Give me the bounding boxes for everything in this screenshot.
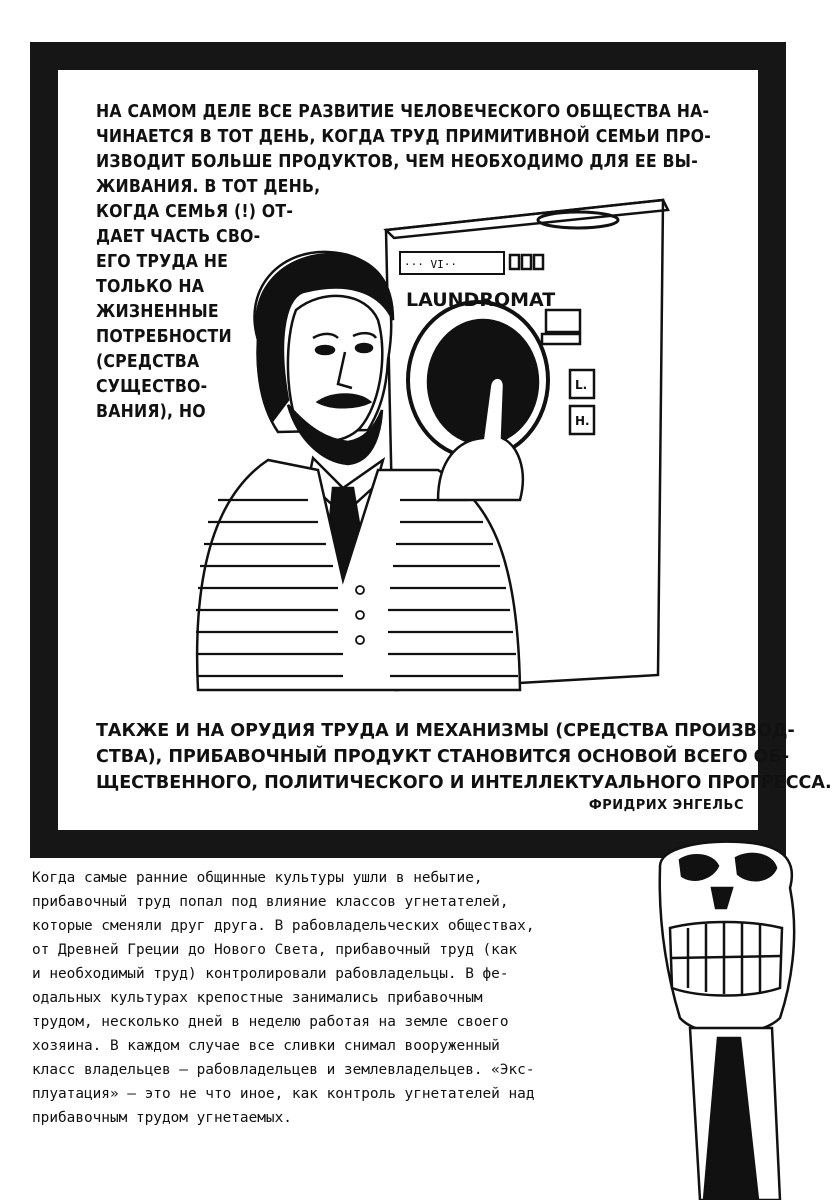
machine-side-label: L. xyxy=(575,378,588,392)
quote-author: ФРИДРИХ ЭНГЕЛЬС xyxy=(588,798,744,813)
machine-panel-text: ··· VI·· xyxy=(404,258,457,271)
skull-figure-illustration xyxy=(640,828,840,1200)
body-line: прибавочным трудом угнетаемых. xyxy=(32,1110,292,1126)
caption-line: СТВА), ПРИБАВОЧНЫЙ ПРОДУКТ СТАНОВИТСЯ ОСНОВОЙ ВСЕГО ОБ- xyxy=(96,747,790,767)
engels-laundromat-illustration xyxy=(138,170,678,710)
body-line: прибавочный труд попал под влияние классов угнетателей, xyxy=(32,894,509,910)
caption-line: ТАКЖЕ И НА ОРУДИЯ ТРУДА И МЕХАНИЗМЫ (СРЕДСТВА ПРОИЗВОД- xyxy=(96,721,795,741)
caption-line: ВАНИЯ), НО xyxy=(96,402,206,422)
caption-line: ЕГО ТРУДА НЕ xyxy=(96,252,229,272)
comic-panel xyxy=(30,42,832,858)
caption-line: ПОТРЕБНОСТИ xyxy=(96,327,232,347)
body-line: которые сменяли друг друга. В рабовладельческих обществах, xyxy=(32,918,535,934)
caption-line: ЖИВАНИЯ. В ТОТ ДЕНЬ, xyxy=(96,177,321,197)
caption-line: СУЩЕСТВО- xyxy=(96,377,208,397)
body-paragraph xyxy=(32,866,622,1130)
caption-line: (СРЕДСТВА xyxy=(96,352,200,372)
caption-line: ЧИНАЕТСЯ В ТОТ ДЕНЬ, КОГДА ТРУД ПРИМИТИВНОЙ СЕМЬИ ПРО- xyxy=(96,127,711,147)
caption-bottom xyxy=(96,718,832,796)
laundromat-label: LAUNDROMAT xyxy=(406,289,556,311)
body-line: Когда самые ранние общинные культуры ушли в небытие, xyxy=(32,870,483,886)
caption-line: КОГДА СЕМЬЯ (!) ОТ- xyxy=(96,202,294,222)
caption-line: НА САМОМ ДЕЛЕ ВСЕ РАЗВИТИЕ ЧЕЛОВЕЧЕСКОГО ОБЩЕСТВА НА- xyxy=(96,102,710,122)
body-line: и необходимый труд) контролировали рабовладельцы. В фе- xyxy=(32,966,509,982)
caption-line: ТОЛЬКО НА xyxy=(96,277,205,297)
machine-side-label: H. xyxy=(575,414,590,428)
body-line: одальных культурах крепостные занимались прибавочным xyxy=(32,990,483,1006)
body-line: от Древней Греции до Нового Света, прибавочный труд (как xyxy=(32,942,518,958)
body-line: трудом, несколько дней в неделю работая на земле своего xyxy=(32,1014,509,1030)
body-line: класс владельцев — рабовладельцев и землевладельцев. «Экс- xyxy=(32,1062,535,1078)
caption-line: ЩЕСТВЕННОГО, ПОЛИТИЧЕСКОГО И ИНТЕЛЛЕКТУАЛЬНОГО ПРОГРЕССА. xyxy=(96,773,832,793)
body-line: хозяина. В каждом случае все сливки снимал вооруженный xyxy=(32,1038,500,1054)
caption-line: ИЗВОДИТ БОЛЬШЕ ПРОДУКТОВ, ЧЕМ НЕОБХОДИМО ДЛЯ ЕЕ ВЫ- xyxy=(96,152,698,172)
caption-line: ДАЕТ ЧАСТЬ СВО- xyxy=(96,227,261,247)
caption-line: ЖИЗНЕННЫЕ xyxy=(96,302,219,322)
body-line: плуатация» — это не что иное, как контроль угнетателей над xyxy=(32,1086,535,1102)
